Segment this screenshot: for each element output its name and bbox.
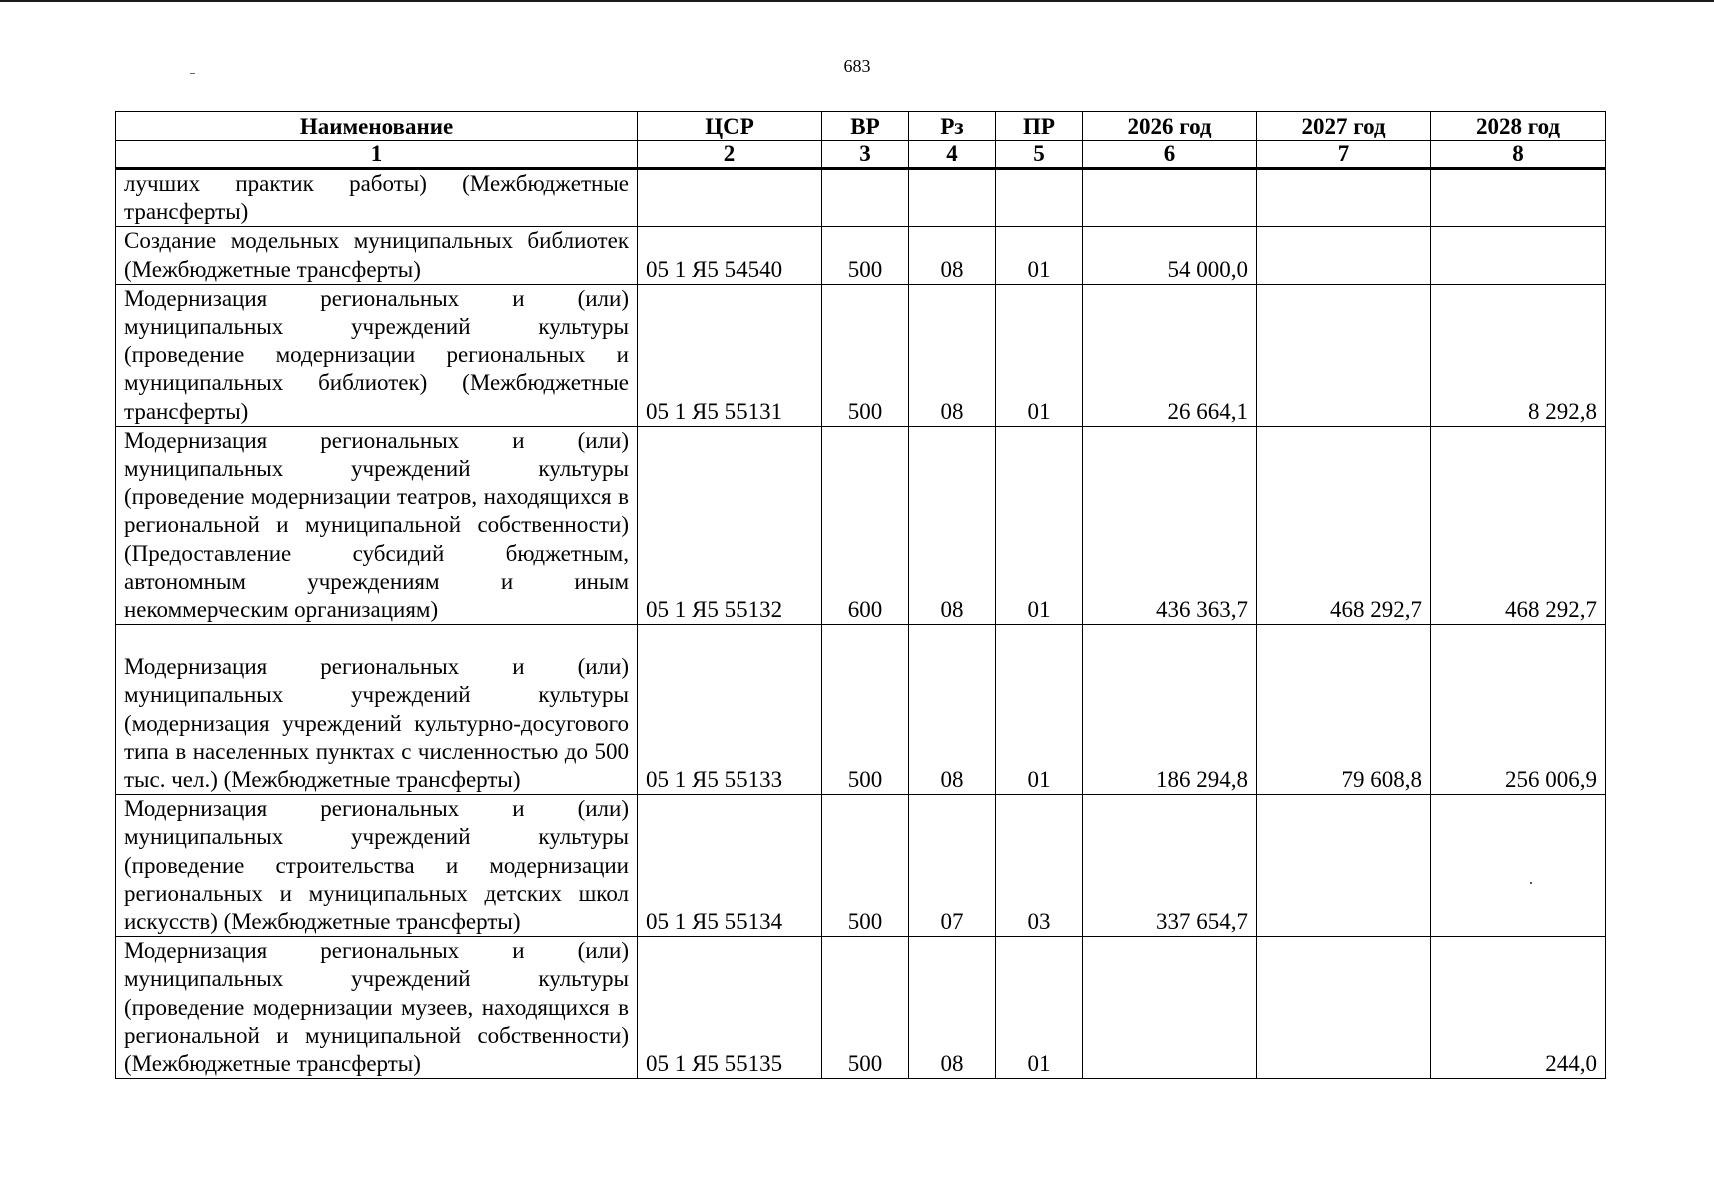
header-csr: ЦСР (638, 112, 822, 141)
row-2026: 26 664,1 (1083, 284, 1257, 426)
header-pr: ПР (996, 112, 1083, 141)
row-2028 (1431, 227, 1606, 284)
header-name: Наименование (116, 112, 638, 141)
row-pr (996, 169, 1083, 227)
row-pr: 01 (996, 625, 1083, 795)
table-row (116, 625, 1606, 795)
row-csr: 05 1 Я5 55134 (638, 795, 822, 937)
row-2027 (1257, 169, 1431, 227)
row-rz: 08 (909, 426, 996, 624)
row-name: Модернизация региональных и (или) муниципальных учреждений культуры (проведение модернизации театров, находящихся в региональной и муниципальной собственности) (Предоставление субсидий бюджетным, автономным учреждениям и иным некоммерческим организациям) (116, 426, 638, 624)
row-rz: 08 (909, 625, 996, 795)
row-pr: 01 (996, 227, 1083, 284)
table-row (116, 795, 1606, 937)
scan-top-edge (0, 0, 1714, 2)
row-name: лучших практик работы) (Межбюджетные трансферты) (116, 169, 638, 227)
row-csr: 05 1 Я5 55132 (638, 426, 822, 624)
row-vr: 500 (822, 227, 909, 284)
column-number: 2 (638, 141, 822, 169)
header-2026: 2026 год (1083, 112, 1257, 141)
row-2028: 468 292,7 (1431, 426, 1606, 624)
row-rz: 08 (909, 284, 996, 426)
row-2026 (1083, 937, 1257, 1079)
header-row (116, 112, 1606, 141)
column-number: 4 (909, 141, 996, 169)
row-vr: 500 (822, 625, 909, 795)
row-name: Модернизация региональных и (или) муниципальных учреждений культуры (модернизация учреждений культурно-досугового типа в населенных пунктах с численностью до 500 тыс. чел.) (Межбюджетные трансферты) (116, 625, 638, 795)
row-pr: 03 (996, 795, 1083, 937)
column-number: 5 (996, 141, 1083, 169)
row-2027: 79 608,8 (1257, 625, 1431, 795)
row-name: Модернизация региональных и (или) муниципальных учреждений культуры (проведение модернизации музеев, находящихся в региональной и муниципальной собственности) (Межбюджетные трансферты) (116, 937, 638, 1079)
table-row (116, 426, 1606, 624)
row-rz: 08 (909, 937, 996, 1079)
header-rz: Рз (909, 112, 996, 141)
scan-speck (1530, 882, 1532, 884)
row-2027: 468 292,7 (1257, 426, 1431, 624)
table-row (116, 169, 1606, 227)
row-2026: 186 294,8 (1083, 625, 1257, 795)
row-2027 (1257, 284, 1431, 426)
row-csr: 05 1 Я5 54540 (638, 227, 822, 284)
row-2026: 337 654,7 (1083, 795, 1257, 937)
row-rz: 08 (909, 227, 996, 284)
column-number-row (116, 141, 1606, 169)
row-2027 (1257, 937, 1431, 1079)
row-csr (638, 169, 822, 227)
row-csr: 05 1 Я5 55135 (638, 937, 822, 1079)
row-2028 (1431, 795, 1606, 937)
scan-speck (190, 73, 195, 74)
row-pr: 01 (996, 426, 1083, 624)
column-number: 6 (1083, 141, 1257, 169)
page-number: 683 (843, 56, 871, 76)
row-2026: 54 000,0 (1083, 227, 1257, 284)
table-row (116, 284, 1606, 426)
row-vr: 500 (822, 284, 909, 426)
column-number: 7 (1257, 141, 1431, 169)
row-2026 (1083, 169, 1257, 227)
row-name: Создание модельных муниципальных библиотек (Межбюджетные трансферты) (116, 227, 638, 284)
header-vr: ВР (822, 112, 909, 141)
row-csr: 05 1 Я5 55133 (638, 625, 822, 795)
column-number: 3 (822, 141, 909, 169)
row-2028: 256 006,9 (1431, 625, 1606, 795)
row-vr: 500 (822, 937, 909, 1079)
row-2028 (1431, 169, 1606, 227)
row-rz: 07 (909, 795, 996, 937)
column-number: 8 (1431, 141, 1606, 169)
row-vr: 500 (822, 795, 909, 937)
budget-table (115, 111, 1606, 1079)
row-name: Модернизация региональных и (или) муниципальных учреждений культуры (проведение модернизации региональных и муниципальных библиотек) (Межбюджетные трансферты) (116, 284, 638, 426)
row-rz (909, 169, 996, 227)
row-vr (822, 169, 909, 227)
row-pr: 01 (996, 937, 1083, 1079)
header-2028: 2028 год (1431, 112, 1606, 141)
row-csr: 05 1 Я5 55131 (638, 284, 822, 426)
row-name: Модернизация региональных и (или) муниципальных учреждений культуры (проведение строительства и модернизации региональных и муниципальных детских школ искусств) (Межбюджетные трансферты) (116, 795, 638, 937)
row-2026: 436 363,7 (1083, 426, 1257, 624)
row-pr: 01 (996, 284, 1083, 426)
table-row (116, 227, 1606, 284)
row-2028: 244,0 (1431, 937, 1606, 1079)
header-2027: 2027 год (1257, 112, 1431, 141)
row-2027 (1257, 795, 1431, 937)
row-vr: 600 (822, 426, 909, 624)
table-row (116, 937, 1606, 1079)
column-number: 1 (116, 141, 638, 169)
row-2027 (1257, 227, 1431, 284)
row-2028: 8 292,8 (1431, 284, 1606, 426)
